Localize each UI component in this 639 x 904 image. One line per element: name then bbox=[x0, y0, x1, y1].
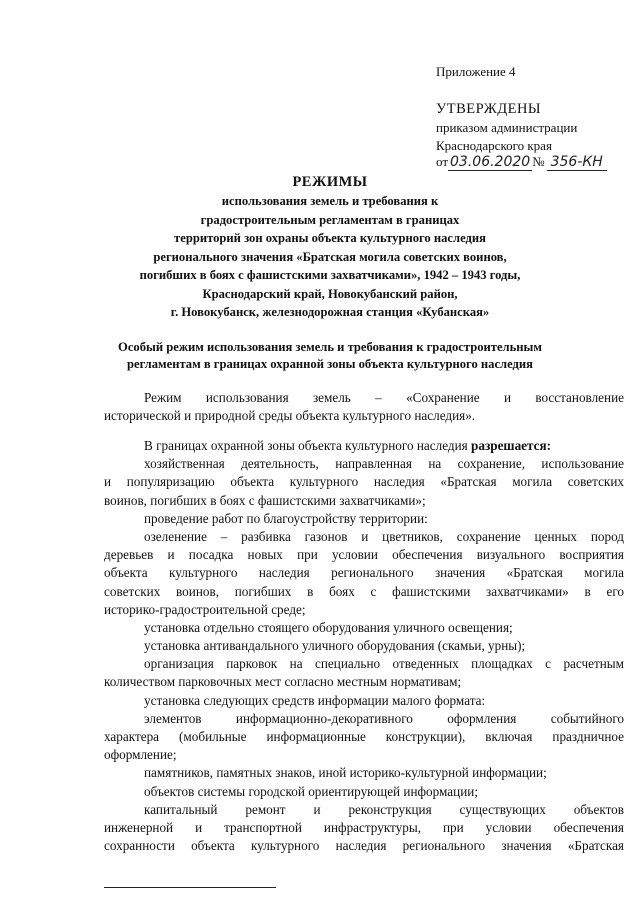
approved-heading: УТВЕРЖДЕНЫ bbox=[436, 101, 542, 117]
title-line: территорий зон охраны объекта культурного наследия bbox=[174, 231, 486, 245]
body-line: установка отдельно стоящего оборудования уличного освещения; bbox=[144, 619, 513, 635]
body-line: воинов, погибших в боях с фашистскими захватчиками»; bbox=[104, 492, 426, 508]
body-line: установка следующих средств информации малого формата: bbox=[144, 692, 486, 708]
document-title bbox=[100, 172, 560, 322]
body-line: капитальный ремонт и реконструкция существующих объектов bbox=[144, 801, 624, 817]
allowed-intro: В границах охранной зоны объекта культурного наследия bbox=[144, 438, 468, 453]
footnote-divider bbox=[104, 887, 276, 888]
body-line: оформление; bbox=[104, 747, 177, 763]
body-line: памятников, памятных знаков, иной историко-культурной информации; bbox=[144, 765, 547, 781]
body-line: характера (мобильные информационные конструкции), включая праздничное bbox=[104, 729, 624, 744]
title-line: регионального значения «Братская могила советских воинов, bbox=[153, 249, 507, 264]
body-line: инженерной и транспортной инфраструктуры, при условии обеспечения bbox=[104, 819, 624, 835]
order-date-line bbox=[436, 154, 607, 171]
body-line: деревьев и посадка новых при условии обеспечения визуального восприятия bbox=[104, 547, 624, 563]
body-line: историко-градостроительной среде; bbox=[104, 601, 306, 617]
title-line: погибших в боях с фашистскими захватчиками», 1942 – 1943 годы, bbox=[139, 268, 521, 282]
regime-paragraph bbox=[104, 389, 624, 425]
body-line: хозяйственная деятельность, направленная на сохранение, использование bbox=[144, 456, 624, 472]
body-line: установка антивандального уличного оборудования (скамьи, урны); bbox=[144, 638, 526, 654]
body-line: сохранности объекта культурного наследия регионального значения «Братская bbox=[104, 838, 624, 854]
section-heading-line: Особый режим использования земель и требования к градостроительным bbox=[118, 340, 542, 354]
allowed-intro-line bbox=[104, 437, 624, 455]
title-line: г. Новокубанск, железнодорожная станция «Кубанская» bbox=[170, 305, 490, 319]
body-line: Режим использования земель – «Сохранение и восстановление bbox=[144, 390, 624, 405]
body-line: организация парковок на специально отведенных площадках с расчетным bbox=[144, 656, 624, 672]
title-main: РЕЖИМЫ bbox=[292, 174, 368, 190]
allowed-word: разрешается: bbox=[471, 438, 552, 453]
body-line: и популяризацию объекта культурного наследия «Братская могила советских bbox=[104, 474, 624, 490]
title-line: градостроительным регламентам в границах bbox=[200, 212, 460, 227]
body-line: элементов информационно-декоративного оформления событийного bbox=[144, 710, 624, 726]
title-line: Краснодарский край, Новокубанский район, bbox=[202, 286, 458, 301]
body-line: объекта культурного наследия регионального значения «Братская могила bbox=[104, 565, 624, 581]
handwritten-number: 356-КН bbox=[547, 154, 607, 171]
body-line: объектов системы городской ориентирующей информации; bbox=[144, 783, 478, 799]
body-line: исторической и природной среды объекта культурного наследия». bbox=[104, 408, 476, 424]
handwritten-date: 03.06.2020 bbox=[450, 154, 531, 170]
section-heading bbox=[70, 339, 590, 373]
order-line-1: приказом администрации bbox=[436, 120, 578, 135]
body-line: озеленение – разбивка газонов и цветников, сохранение ценных пород bbox=[144, 528, 624, 544]
order-line-2: Краснодарского края bbox=[436, 138, 552, 153]
number-sign: № bbox=[532, 154, 545, 169]
allowed-section bbox=[104, 437, 624, 855]
body-line: советских воинов, погибших в боях с фашистскими захватчиками» в его bbox=[104, 583, 624, 599]
appendix-label: Приложение 4 bbox=[436, 64, 516, 79]
title-line: использования земель и требования к bbox=[221, 194, 439, 208]
body-line: количеством парковочных мест согласно местным нормативам; bbox=[104, 674, 462, 690]
body-line: проведение работ по благоустройству территории: bbox=[144, 510, 428, 526]
section-heading-line: регламентам в границах охранной зоны объекта культурного наследия bbox=[127, 357, 533, 371]
date-prefix: от bbox=[436, 154, 449, 169]
